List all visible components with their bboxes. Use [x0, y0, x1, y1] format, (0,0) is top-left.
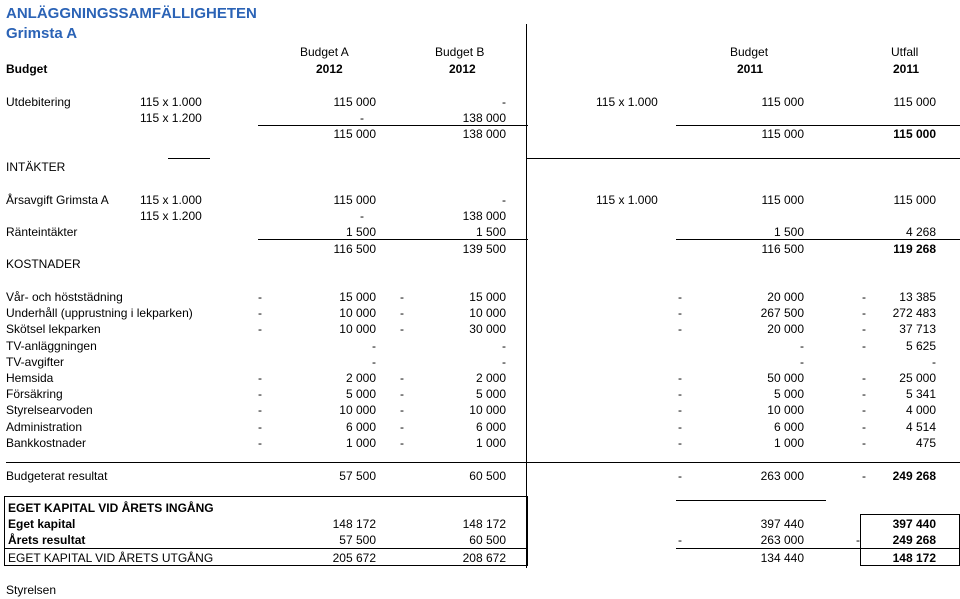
value-d: - — [932, 355, 936, 369]
intakter-heading: INTÄKTER — [6, 160, 66, 174]
col-a-header-2: 2012 — [316, 62, 343, 76]
sum-line — [676, 239, 960, 240]
value-b: 60 500 — [469, 469, 506, 483]
cost-label: Skötsel lekparken — [6, 322, 101, 336]
col-b-header-2: 2012 — [449, 62, 476, 76]
col-d-header-1: Utfall — [891, 45, 919, 59]
basis: 115 x 1.000 — [596, 193, 658, 207]
minus-sign: - — [400, 420, 404, 434]
value-c: 397 440 — [760, 517, 804, 531]
value-a: 5 000 — [345, 387, 376, 401]
org-subtitle: Grimsta A — [6, 25, 78, 42]
value-c: 50 000 — [767, 371, 804, 385]
minus-sign: - — [258, 371, 262, 385]
minus-sign: - — [400, 371, 404, 385]
divider — [527, 158, 960, 159]
col-c-header-1: Budget — [730, 45, 769, 59]
column-divider — [526, 24, 527, 568]
arets-resultat-label: Årets resultat — [8, 533, 86, 547]
value-b: 1 500 — [475, 225, 506, 239]
value-b: 30 000 — [469, 322, 506, 336]
value-c: 115 000 — [761, 95, 804, 109]
minus-sign: - — [258, 387, 262, 401]
basis: 115 x 1.000 — [140, 193, 202, 207]
total-a: 115 000 — [333, 127, 376, 141]
eget-kapital-label: Eget kapital — [8, 517, 76, 531]
minus-sign: - — [862, 403, 866, 417]
cost-label: Underhåll (upprustning i lekparken) — [6, 306, 193, 320]
divider — [4, 548, 528, 549]
utgang-label: EGET KAPITAL VID ÅRETS UTGÅNG — [8, 551, 214, 565]
minus-sign: - — [862, 339, 866, 353]
value-b: 148 172 — [462, 517, 506, 531]
minus-sign: - — [678, 322, 682, 336]
minus-sign: - — [258, 420, 262, 434]
col-d-header-2: 2011 — [893, 62, 920, 76]
minus-sign: - — [862, 436, 866, 450]
value-a: 2 000 — [345, 371, 376, 385]
divider — [676, 548, 960, 549]
value-b: 138 000 — [462, 209, 506, 223]
value-b: 60 500 — [469, 533, 506, 547]
basis: 115 x 1.000 — [596, 95, 658, 109]
minus-sign: - — [258, 436, 262, 450]
minus-sign: - — [400, 436, 404, 450]
cost-label: TV-anläggningen — [6, 339, 97, 353]
value-d: 4 514 — [905, 420, 936, 434]
total-a: 116 500 — [333, 242, 376, 256]
cost-label: TV-avgifter — [6, 355, 65, 369]
total-d: 119 268 — [893, 242, 936, 256]
value-c: 6 000 — [773, 420, 804, 434]
value-a: 148 172 — [332, 517, 376, 531]
minus-sign: - — [258, 290, 262, 304]
value-b: 138 000 — [462, 111, 506, 125]
value-d: 115 000 — [893, 193, 936, 207]
minus-sign: - — [678, 533, 682, 547]
col-b-header-1: Budget B — [435, 45, 485, 59]
cost-label: Försäkring — [6, 387, 63, 401]
value-d: 37 713 — [899, 322, 936, 336]
minus-sign: - — [862, 306, 866, 320]
total-b: 138 000 — [462, 127, 506, 141]
value-d: 475 — [915, 436, 936, 450]
value-b: - — [502, 355, 506, 369]
value-d: 249 268 — [892, 469, 936, 483]
cost-label: Hemsida — [6, 371, 54, 385]
minus-sign: - — [678, 436, 682, 450]
value-a: 10 000 — [339, 322, 376, 336]
kapital-heading: EGET KAPITAL VID ÅRETS INGÅNG — [8, 501, 214, 515]
value-b: 208 672 — [462, 551, 506, 565]
sum-line — [258, 239, 528, 240]
value-a: - — [360, 111, 364, 125]
value-c: 10 000 — [767, 403, 804, 417]
basis: 115 x 1.200 — [140, 209, 202, 223]
total-c: 115 000 — [761, 127, 804, 141]
value-a: 10 000 — [339, 306, 376, 320]
value-d: 397 440 — [892, 517, 936, 531]
cost-label: Bankkostnader — [6, 436, 87, 450]
minus-sign: - — [862, 371, 866, 385]
value-c: 115 000 — [761, 193, 804, 207]
org-title: ANLÄGGNINGSSAMFÄLLIGHETEN — [6, 5, 257, 22]
signature: Styrelsen — [6, 583, 57, 597]
minus-sign: - — [862, 387, 866, 401]
minus-sign: - — [862, 420, 866, 434]
value-b: 5 000 — [475, 387, 506, 401]
arsavgift-label: Årsavgift Grimsta A — [6, 193, 109, 207]
minus-sign: - — [400, 403, 404, 417]
minus-sign: - — [862, 322, 866, 336]
budget-label: Budget — [6, 62, 48, 76]
utdebitering-label: Utdebitering — [6, 95, 71, 109]
value-a: 57 500 — [339, 533, 376, 547]
value-c: 263 000 — [760, 533, 804, 547]
value-b: 10 000 — [469, 403, 506, 417]
resultat-label: Budgeterat resultat — [6, 469, 108, 483]
value-d: 4 000 — [905, 403, 936, 417]
value-d: 13 385 — [899, 290, 936, 304]
value-b: - — [502, 339, 506, 353]
value-c: 267 500 — [760, 306, 804, 320]
value-a: 57 500 — [339, 469, 376, 483]
minus-sign: - — [862, 290, 866, 304]
minus-sign: - — [678, 290, 682, 304]
cost-label: Administration — [6, 420, 83, 434]
minus-sign: - — [678, 469, 682, 483]
ranta-label: Ränteintäkter — [6, 225, 78, 239]
value-c: 5 000 — [773, 387, 804, 401]
total-d: 115 000 — [893, 127, 936, 141]
minus-sign: - — [678, 306, 682, 320]
value-c: - — [800, 339, 804, 353]
value-d: 5 625 — [905, 339, 936, 353]
value-a: - — [372, 355, 376, 369]
value-b: - — [502, 95, 506, 109]
minus-sign: - — [258, 306, 262, 320]
divider — [6, 462, 960, 463]
value-c: - — [800, 355, 804, 369]
value-a: 10 000 — [339, 403, 376, 417]
value-a: 15 000 — [339, 290, 376, 304]
minus-sign: - — [258, 403, 262, 417]
kostnader-heading: KOSTNADER — [6, 257, 81, 271]
minus-sign: - — [400, 387, 404, 401]
total-c: 116 500 — [761, 242, 804, 256]
value-d: 115 000 — [893, 95, 936, 109]
minus-sign: - — [400, 322, 404, 336]
value-a: 115 000 — [333, 95, 376, 109]
minus-sign: - — [678, 403, 682, 417]
minus-sign: - — [862, 469, 866, 483]
value-d: 4 268 — [905, 225, 936, 239]
col-a-header-1: Budget A — [300, 45, 349, 59]
value-c: 20 000 — [767, 322, 804, 336]
divider — [168, 158, 210, 159]
value-c: 134 440 — [760, 551, 804, 565]
value-a: 205 672 — [332, 551, 376, 565]
minus-sign: - — [400, 290, 404, 304]
value-d: 249 268 — [892, 533, 936, 547]
basis: 115 x 1.000 — [140, 95, 202, 109]
value-b: 10 000 — [469, 306, 506, 320]
value-b: 15 000 — [469, 290, 506, 304]
value-b: 2 000 — [475, 371, 506, 385]
value-b: 6 000 — [475, 420, 506, 434]
sum-line — [676, 125, 960, 126]
value-a: - — [372, 339, 376, 353]
minus-sign: - — [856, 533, 860, 547]
value-a: 115 000 — [333, 193, 376, 207]
minus-sign: - — [678, 420, 682, 434]
minus-sign: - — [678, 387, 682, 401]
cost-label: Styrelsearvoden — [6, 403, 93, 417]
minus-sign: - — [400, 306, 404, 320]
minus-sign: - — [258, 322, 262, 336]
value-b: - — [502, 193, 506, 207]
value-c: 263 000 — [760, 469, 804, 483]
total-b: 139 500 — [462, 242, 506, 256]
value-a: 1 500 — [345, 225, 376, 239]
col-c-header-2: 2011 — [737, 62, 764, 76]
basis: 115 x 1.200 — [140, 111, 202, 125]
value-a: 6 000 — [345, 420, 376, 434]
sum-line — [258, 125, 528, 126]
value-a: - — [360, 209, 364, 223]
value-d: 25 000 — [899, 371, 936, 385]
value-d: 272 483 — [892, 306, 936, 320]
value-d: 148 172 — [892, 551, 936, 565]
value-c: 1 500 — [773, 225, 804, 239]
value-a: 1 000 — [345, 436, 376, 450]
divider — [676, 500, 826, 501]
value-c: 1 000 — [773, 436, 804, 450]
cost-label: Vår- och höststädning — [6, 290, 123, 304]
value-b: 1 000 — [475, 436, 506, 450]
minus-sign: - — [678, 371, 682, 385]
value-d: 5 341 — [905, 387, 936, 401]
value-c: 20 000 — [767, 290, 804, 304]
